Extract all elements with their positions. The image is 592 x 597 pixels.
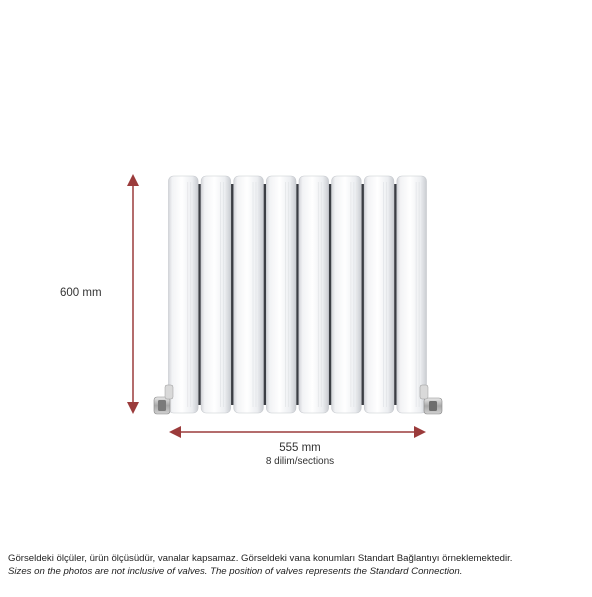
radiator-section: [332, 176, 362, 413]
height-label: 600 mm: [60, 287, 102, 299]
section-gap: [394, 184, 396, 405]
section-gap: [362, 184, 364, 405]
disclaimer-turkish: Görseldeki ölçüler, ürün ölçüsüdür, vanalar kapsamaz. Görseldeki vana konumları Standart Bağlantıyı örneklemektedir.: [8, 553, 513, 564]
section-gap: [198, 184, 200, 405]
section-gap: [296, 184, 298, 405]
section-gap: [231, 184, 233, 405]
radiator-section: [364, 176, 394, 413]
radiator-section: [234, 176, 264, 413]
section-gap: [329, 184, 331, 405]
radiator-section: [266, 176, 296, 413]
radiator-body: [169, 176, 427, 413]
radiator-section: [201, 176, 231, 413]
sections-label: 8 dilim/sections: [265, 456, 335, 467]
radiator-section: [397, 176, 427, 413]
radiator-section: [299, 176, 329, 413]
section-gap: [264, 184, 266, 405]
disclaimer-english: Sizes on the photos are not inclusive of valves. The position of valves represents the Standard Connection.: [8, 566, 463, 577]
left-valve: [154, 385, 173, 414]
radiator-section: [169, 176, 199, 413]
width-label: 555 mm: [279, 442, 321, 454]
